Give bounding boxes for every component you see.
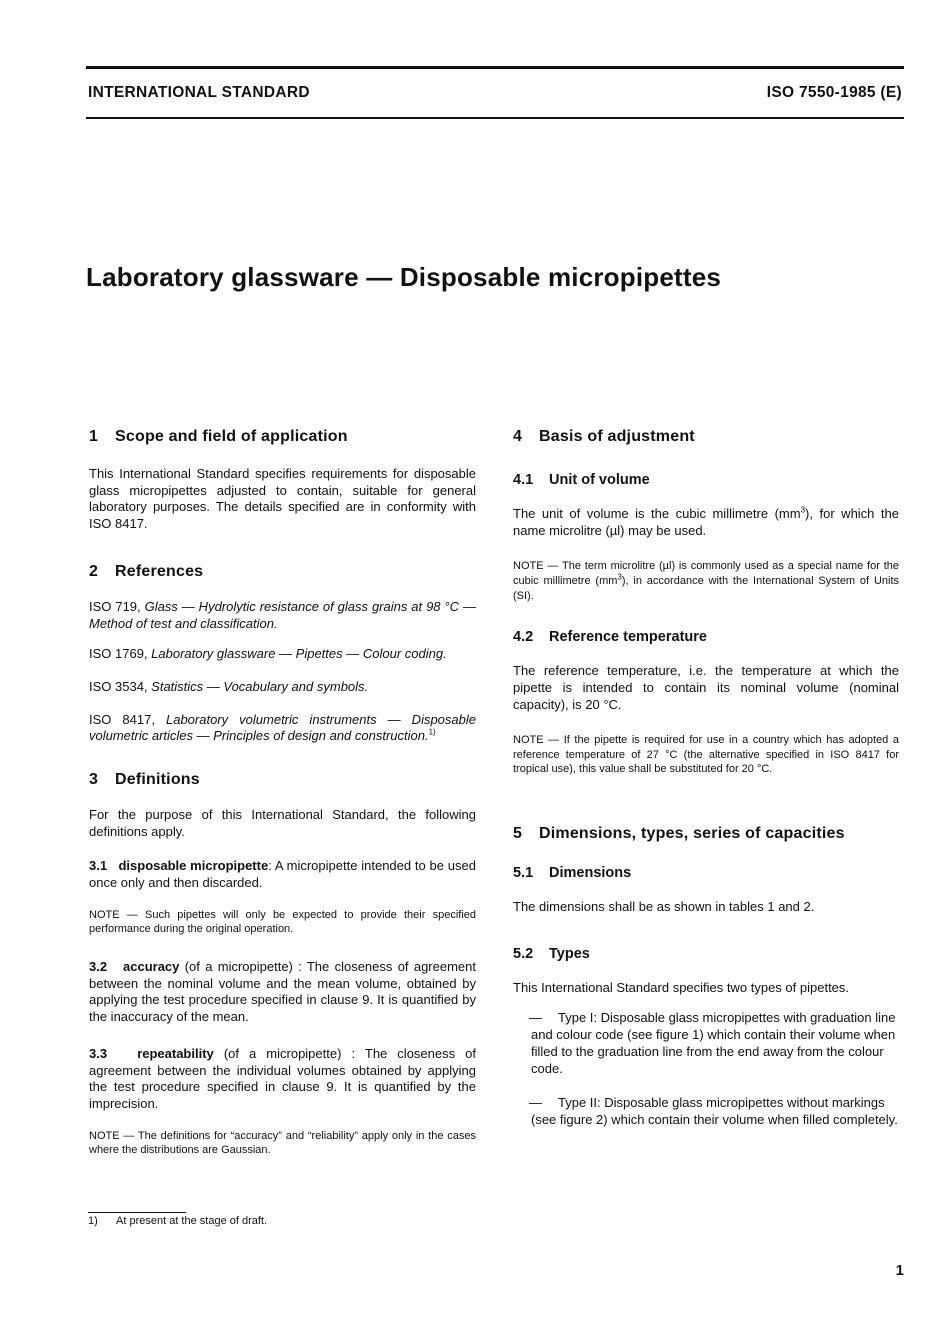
header-rule-bottom <box>86 117 904 119</box>
subsection-body: The dimensions shall be as shown in tables 1 and 2. <box>513 899 815 915</box>
reference-id: ISO 1769, <box>89 646 152 662</box>
document-type-label: INTERNATIONAL STANDARD <box>88 84 310 101</box>
subsection-heading <box>513 472 899 488</box>
reference-title: Statistics — Vocabulary and symbols. <box>151 678 369 694</box>
superscript: 3 <box>800 505 806 515</box>
footnote-marker: 1) <box>428 728 436 737</box>
definition-number: 3.2 <box>89 959 108 975</box>
section-heading <box>89 563 476 581</box>
definition-3-1 <box>89 858 476 891</box>
subsection-title: Unit of volume <box>549 472 650 488</box>
subsection-note <box>513 559 899 603</box>
section-heading <box>513 825 899 843</box>
definition-note: NOTE — The definitions for “accuracy” and “reliability” apply only in the cases where the distributions are Gaussian. <box>89 1129 476 1157</box>
definition-text: (of a micropipette) : The closeness of agreement between the nominal volume and the mean volume, obtained by applying the test procedure specified in clause 9. It is quantified by the inaccuracy of the mean. <box>89 959 476 1025</box>
reference-item <box>89 599 476 632</box>
subsection-heading <box>513 865 899 881</box>
list-item-type-2 <box>513 1095 899 1128</box>
definition-3-2 <box>89 959 476 1026</box>
subsection-title: Types <box>549 945 590 962</box>
note-text: NOTE — The term microlitre (µl) is commonly used as a special name for the cubic millimetre (mm <box>513 560 899 587</box>
list-item-text: : Disposable glass micropipettes without markings (see figure 2) which contain their volume when filled completely. <box>531 1095 898 1127</box>
subsection-body: This International Standard specifies two types of pipettes. <box>513 979 850 995</box>
list-item-label: Type II <box>558 1095 598 1111</box>
subsection-note: NOTE — If the pipette is required for use in a country which has adopted a reference temperature of 27 °C (the alternative specified in ISO 8417 for tropical use), this value shall be substituted for 20 °C. <box>513 734 899 776</box>
subsection-heading <box>513 946 899 962</box>
section-title: Scope and field of application <box>115 428 348 445</box>
reference-title: Laboratory glassware — Pipettes — Colour coding. <box>151 646 447 662</box>
definition-number: 3.3 <box>89 1045 108 1061</box>
subsection-heading <box>513 629 899 645</box>
subsection-number: 4.2 <box>513 629 534 646</box>
header-rule-top <box>86 66 904 69</box>
reference-item <box>89 646 476 663</box>
definition-text: (of a micropipette) : The closeness of agreement between the individual volumes obtained by applying the test procedure specified in clause 9. It is quantified by the imprecision. <box>89 1045 476 1111</box>
standard-number: ISO 7550-1985 (E) <box>766 84 902 101</box>
section-scope <box>89 428 476 533</box>
subsection-number: 5.1 <box>513 865 534 882</box>
subsection-body <box>513 506 899 539</box>
subsection-body: The reference temperature, i.e. the temperature at which the pipette is intended to contain its nominal volume (nominal capacity), is 20 °C. <box>513 663 899 712</box>
definition-number: 3.1 <box>89 858 108 874</box>
section-references <box>89 563 476 745</box>
subsection-number: 5.2 <box>513 945 534 962</box>
list-item-text: : Disposable glass micropipettes with graduation line and colour code (see figure 1) which contain their volume when filled to the graduation line from the end away from the colour code. <box>531 1010 896 1076</box>
section-basis-of-adjustment <box>513 428 899 777</box>
subsection-title: Dimensions <box>549 865 632 882</box>
subsection-title: Reference temperature <box>549 629 707 646</box>
footnote-text: At present at the stage of draft. <box>116 1215 268 1227</box>
note-text: ), in accordance with the International System of Units (SI). <box>513 575 900 602</box>
page-title: Laboratory glassware — Disposable micropipettes <box>86 262 722 292</box>
list-dash: — <box>529 1095 542 1111</box>
list-dash: — <box>529 1010 542 1026</box>
section-heading <box>89 428 476 446</box>
page-number: 1 <box>895 1262 904 1279</box>
left-column <box>89 428 476 1158</box>
section-number: 4 <box>513 428 523 445</box>
section-title: References <box>115 562 204 580</box>
section-title: Dimensions, types, series of capacities <box>539 825 845 843</box>
section-number: 2 <box>89 562 99 580</box>
section-heading <box>89 771 476 789</box>
footnote <box>88 1215 267 1227</box>
reference-item <box>89 712 476 745</box>
definition-text: : A micropipette intended to be used once only and then discarded. <box>89 858 476 891</box>
section-title: Definitions <box>115 771 200 789</box>
section-definitions <box>89 771 476 1158</box>
reference-item <box>89 679 476 696</box>
body-text: The unit of volume is the cubic millimetre (mm <box>513 506 801 521</box>
definition-term: disposable micropipette <box>118 858 269 874</box>
superscript: 3 <box>617 572 622 582</box>
section-heading <box>513 428 899 446</box>
reference-title: Glass — Hydrolytic resistance of glass grains at 98 °C — Method of test and classification. <box>89 598 476 631</box>
right-column <box>513 428 899 1129</box>
reference-id: ISO 719, <box>89 598 145 614</box>
definition-term: accuracy <box>123 959 180 975</box>
reference-id: ISO 3534, <box>89 678 152 694</box>
section-dimensions-types <box>513 825 899 1129</box>
section-number: 5 <box>513 825 523 843</box>
section-number: 3 <box>89 771 99 789</box>
body-text: ), for which the name microlitre (µl) may be used. <box>513 506 899 538</box>
list-item-type-1 <box>513 1010 899 1077</box>
section-intro: For the purpose of this International Standard, the following definitions apply. <box>89 807 476 839</box>
section-title: Basis of adjustment <box>539 428 695 445</box>
section-body: This International Standard specifies requirements for disposable glass micropipettes adjusted to contain, suitable for general laboratory purposes. The details specified are in conformity with ISO 8417. <box>89 466 476 532</box>
reference-title: Laboratory volumetric instruments — Disposable volumetric articles — Principles of design and construction. <box>89 711 476 744</box>
subsection-number: 4.1 <box>513 472 534 488</box>
definition-note: NOTE — Such pipettes will only be expected to provide their specified performance during the original operation. <box>89 908 476 936</box>
list-item-label: Type I <box>558 1010 594 1026</box>
definition-term: repeatability <box>137 1045 214 1061</box>
footnote-number: 1) <box>88 1215 98 1227</box>
reference-id: ISO 8417, <box>89 711 166 727</box>
definition-3-3 <box>89 1046 476 1113</box>
footnote-rule <box>88 1212 186 1213</box>
section-number: 1 <box>89 428 99 445</box>
